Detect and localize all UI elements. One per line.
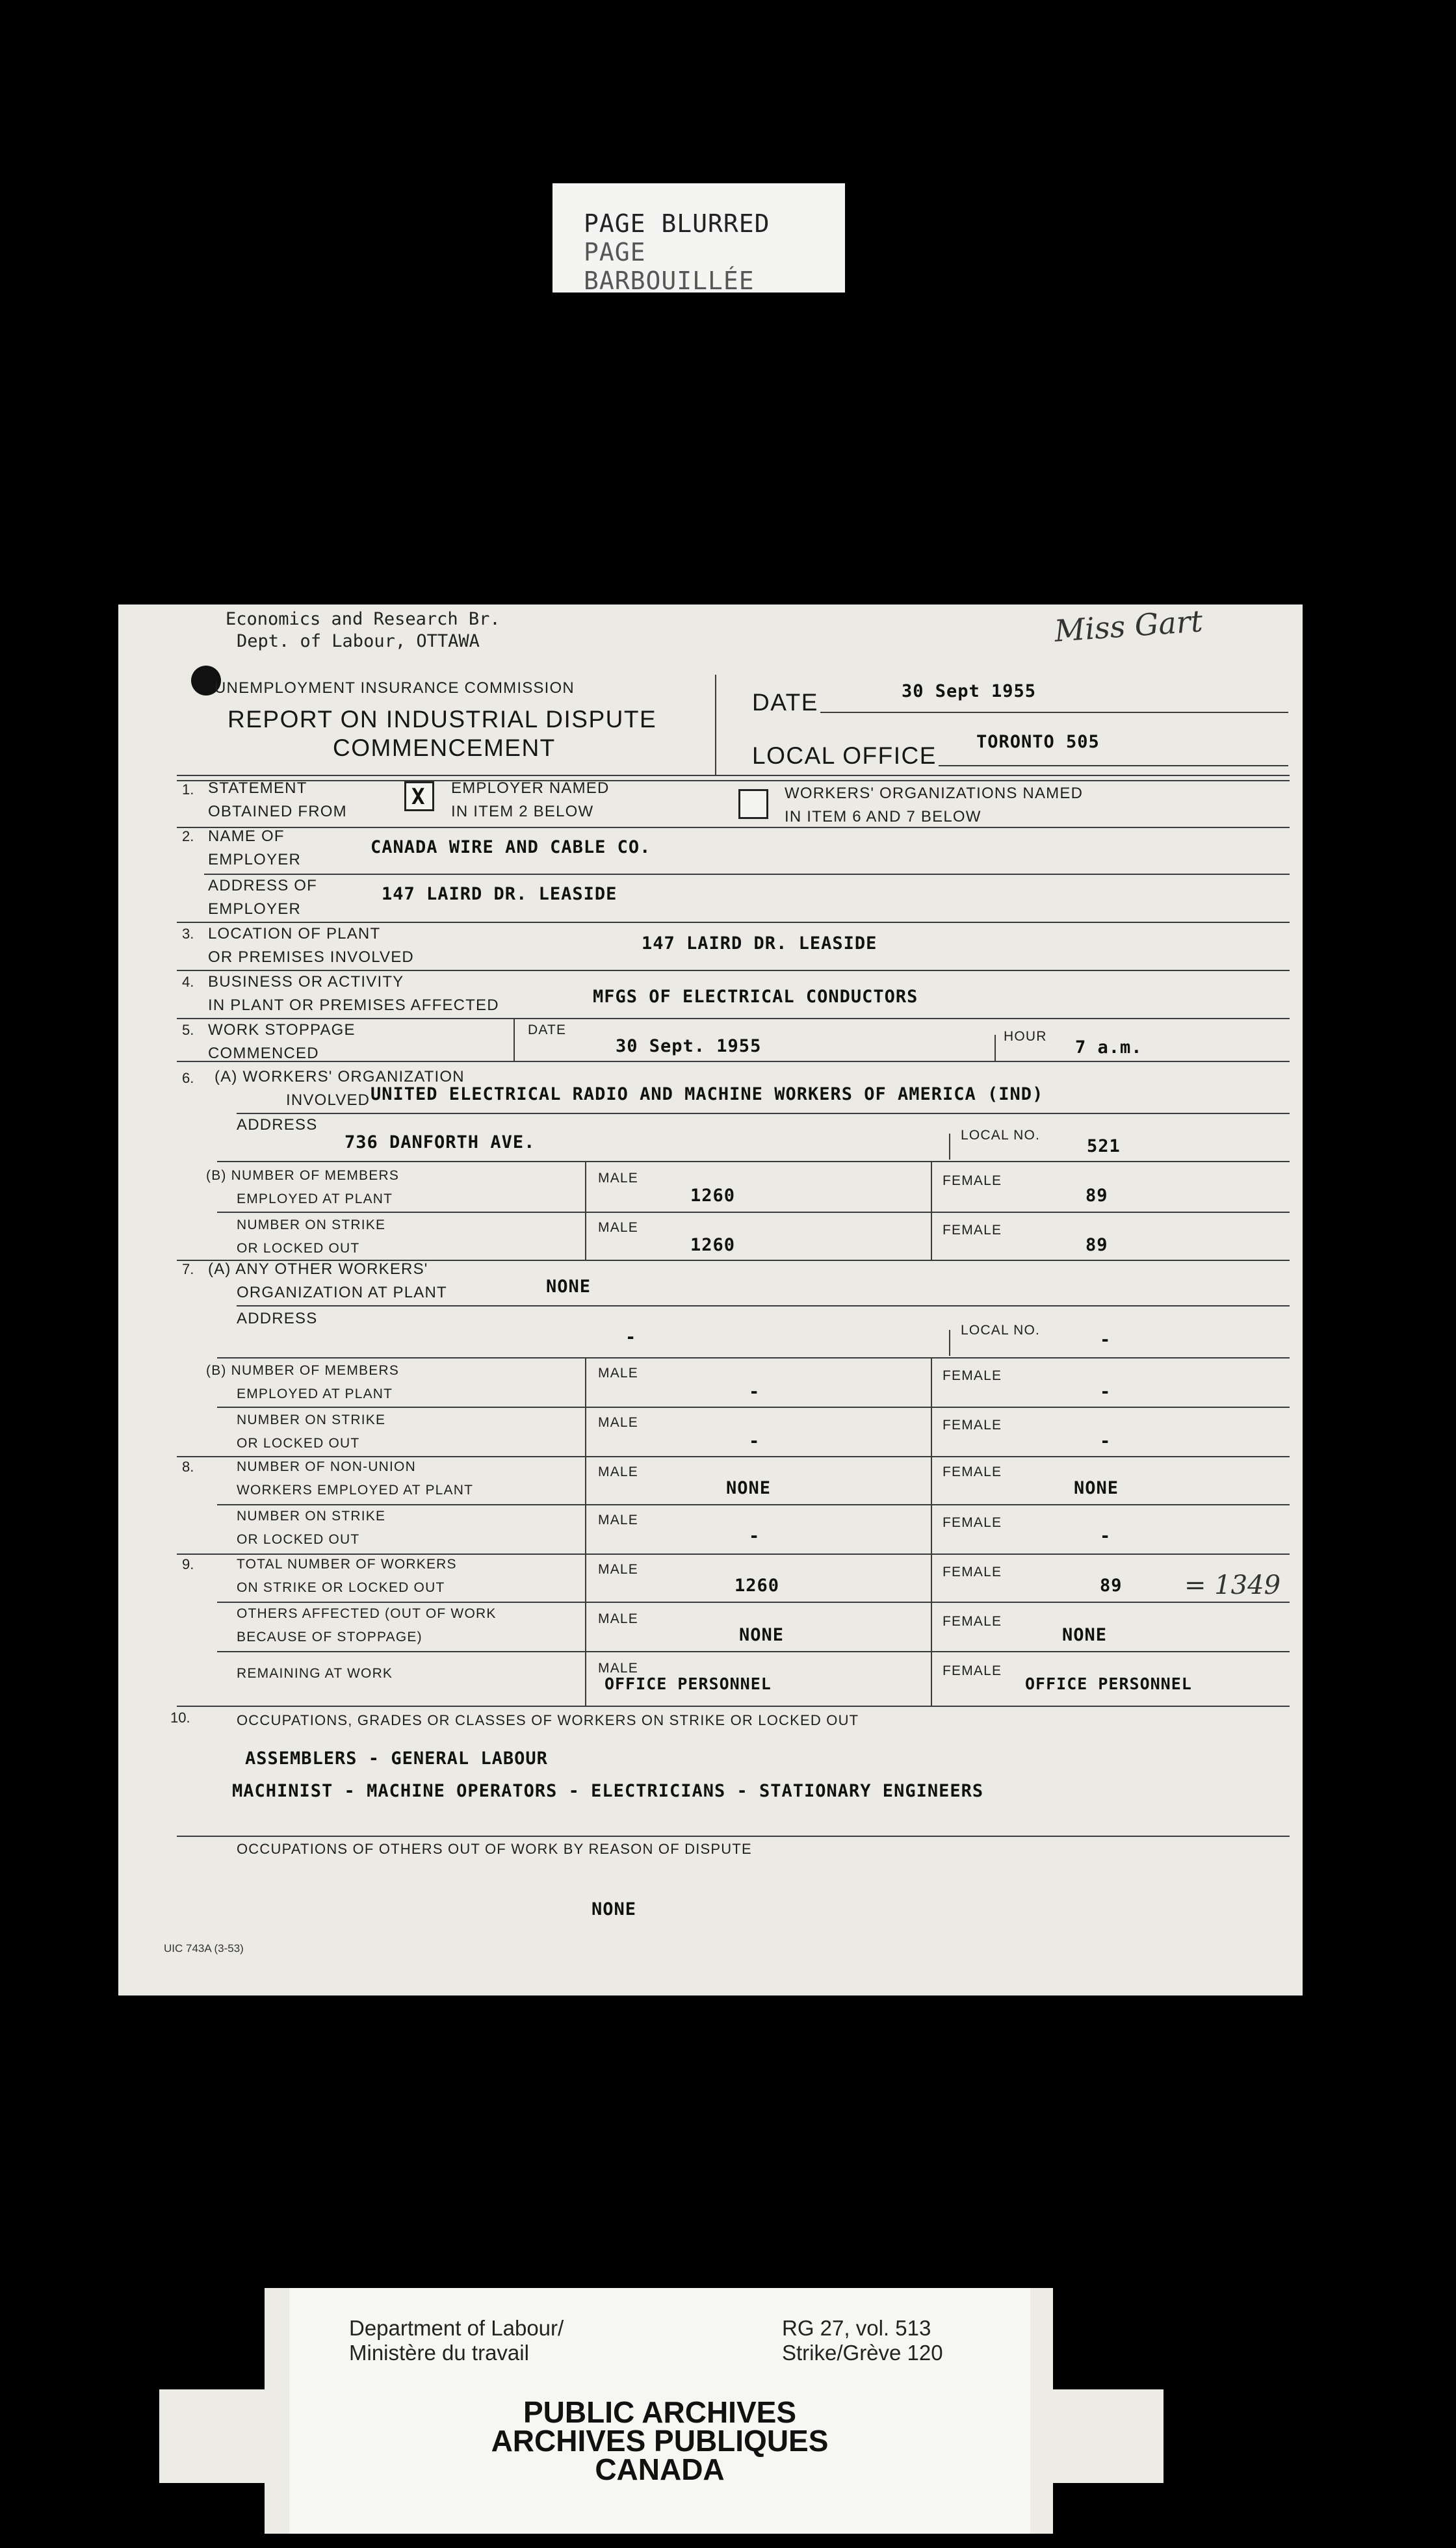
total-handwritten: = 1349 <box>1184 1570 1281 1600</box>
item-number: 8. <box>182 1459 194 1475</box>
field-label: WORK STOPPAGE <box>208 1021 356 1039</box>
field-label: OR LOCKED OUT <box>237 1241 360 1256</box>
item-number: 4. <box>182 974 194 990</box>
handwritten-note: Miss Gart <box>1053 603 1204 649</box>
members-female: 89 <box>1086 1186 1108 1206</box>
field-label: FEMALE <box>942 1565 1002 1580</box>
record-group: RG 27, vol. 513 <box>782 2316 931 2340</box>
field-label: LOCATION OF PLANT <box>208 925 381 942</box>
report-title-line-1: REPORT ON INDUSTRIAL DISPUTE <box>228 706 657 733</box>
field-label: OTHERS AFFECTED (OUT OF WORK <box>237 1606 497 1621</box>
field-label: FEMALE <box>942 1223 1002 1238</box>
field-label: BECAUSE OF STOPPAGE) <box>237 1630 422 1644</box>
field-label: INVOLVED <box>286 1091 370 1109</box>
stamp-line-2: PAGE BARBOUILLÉE <box>584 238 755 295</box>
field-label: NUMBER OF NON-UNION <box>237 1459 416 1474</box>
occupations-line-1: ASSEMBLERS - GENERAL LABOUR <box>245 1748 548 1769</box>
archives-country: CANADA <box>595 2452 725 2486</box>
others-female: NONE <box>1062 1625 1108 1645</box>
field-label: COMMENCED <box>208 1045 319 1062</box>
other-members-female: - <box>1100 1382 1112 1402</box>
others-male: NONE <box>739 1625 785 1645</box>
option-label: IN ITEM 6 AND 7 BELOW <box>785 808 982 826</box>
item-number: 5. <box>182 1022 194 1038</box>
other-organization: NONE <box>546 1277 592 1297</box>
field-label: (A) ANY OTHER WORKERS' <box>208 1260 428 1278</box>
field-label: LOCAL NO. <box>961 1323 1041 1338</box>
field-label: NUMBER ON STRIKE <box>237 1509 386 1524</box>
field-label: ORGANIZATION AT PLANT <box>237 1284 447 1301</box>
other-strike-male: - <box>749 1431 760 1451</box>
other-members-male: - <box>749 1382 760 1402</box>
nonunion-strike-male: - <box>749 1526 760 1546</box>
field-label: ADDRESS <box>237 1310 318 1327</box>
field-label: MALE <box>598 1220 638 1235</box>
field-label: (B) NUMBER OF MEMBERS <box>206 1168 400 1183</box>
item-number: 2. <box>182 828 194 844</box>
field-label: FEMALE <box>942 1464 1002 1479</box>
date-label: DATE <box>752 689 818 716</box>
report-date: 30 Sept 1955 <box>902 681 1037 701</box>
report-title-line-2: COMMENCEMENT <box>333 734 556 761</box>
page-blurred-stamp <box>552 183 845 295</box>
field-label: OCCUPATIONS, GRADES OR CLASSES OF WORKERS ON STRIKE OR LOCKED OUT <box>237 1712 859 1728</box>
field-label: FEMALE <box>942 1368 1002 1383</box>
field-label: EMPLOYER <box>208 900 301 918</box>
field-label: FEMALE <box>942 1663 1002 1678</box>
field-label: ADDRESS <box>237 1116 318 1134</box>
strike-female: 89 <box>1086 1235 1108 1255</box>
total-male: 1260 <box>734 1576 780 1596</box>
field-label: FEMALE <box>942 1614 1002 1629</box>
item1-label: STATEMENT <box>208 779 307 797</box>
other-org-address: - <box>625 1327 637 1347</box>
form-code: UIC 743A (3-53) <box>164 1942 244 1955</box>
employer-name: CANADA WIRE AND CABLE CO. <box>370 837 651 857</box>
commission-text: UNEMPLOYMENT INSURANCE COMMISSION <box>214 679 575 697</box>
local-office-value: TORONTO 505 <box>976 732 1100 752</box>
field-label: MALE <box>598 1513 638 1528</box>
nonunion-male: NONE <box>726 1478 772 1498</box>
branch-text: Economics and Research Br. <box>226 609 500 629</box>
strike-number: Strike/Grève 120 <box>782 2341 943 2365</box>
item-number: 7. <box>182 1261 194 1277</box>
local-office-label: LOCAL OFFICE <box>752 742 937 769</box>
archives-fr: ARCHIVES PUBLIQUES <box>491 2424 829 2458</box>
item-number: 9. <box>182 1556 194 1572</box>
plant-location: 147 LAIRD DR. LEASIDE <box>642 933 878 954</box>
item-number: 10. <box>170 1710 190 1726</box>
archive-label-inner <box>289 2288 1030 2534</box>
archives-en: PUBLIC ARCHIVES <box>523 2395 796 2429</box>
stoppage-date: 30 Sept. 1955 <box>616 1036 762 1056</box>
option-label: EMPLOYER NAMED <box>451 779 610 797</box>
field-label: EMPLOYER <box>208 851 301 868</box>
field-label: HOUR <box>1004 1029 1047 1044</box>
checkbox-mark: X <box>411 784 426 810</box>
field-label: FEMALE <box>942 1173 1002 1188</box>
field-label: WORKERS EMPLOYED AT PLANT <box>237 1483 474 1498</box>
field-label: FEMALE <box>942 1418 1002 1433</box>
others-occupations: NONE <box>592 1899 637 1919</box>
field-label: ON STRIKE OR LOCKED OUT <box>237 1580 445 1595</box>
item-number: 1. <box>182 781 194 798</box>
field-label: EMPLOYED AT PLANT <box>237 1386 393 1401</box>
field-label: (B) NUMBER OF MEMBERS <box>206 1363 400 1378</box>
field-label: ADDRESS OF <box>208 877 318 894</box>
dispute-report-form <box>118 604 1303 1996</box>
field-label: MALE <box>598 1661 638 1676</box>
dept-en: Department of Labour/ <box>349 2316 564 2340</box>
field-label: REMAINING AT WORK <box>237 1666 393 1681</box>
employer-address: 147 LAIRD DR. LEASIDE <box>382 884 618 904</box>
field-label: NUMBER ON STRIKE <box>237 1217 386 1232</box>
members-male: 1260 <box>690 1186 736 1206</box>
field-label: OCCUPATIONS OF OTHERS OUT OF WORK BY REASON OF DISPUTE <box>237 1841 752 1857</box>
field-label: OR LOCKED OUT <box>237 1532 360 1547</box>
dept-text: Dept. of Labour, OTTAWA <box>237 631 480 651</box>
option-label: WORKERS' ORGANIZATIONS NAMED <box>785 785 1084 802</box>
field-label: LOCAL NO. <box>961 1128 1041 1143</box>
employer-checkbox[interactable] <box>404 781 434 811</box>
item1-label: OBTAINED FROM <box>208 803 347 820</box>
workers-org-checkbox[interactable] <box>738 789 768 819</box>
occupations-line-2: MACHINIST - MACHINE OPERATORS - ELECTRICIANS - STATIONARY ENGINEERS <box>232 1781 984 1801</box>
field-label: OR LOCKED OUT <box>237 1436 360 1451</box>
dept-fr: Ministère du travail <box>349 2341 529 2365</box>
remaining-female: OFFICE PERSONNEL <box>1025 1674 1192 1693</box>
total-female: 89 <box>1100 1576 1123 1596</box>
business-activity: MFGS OF ELECTRICAL CONDUCTORS <box>593 987 918 1007</box>
remaining-male: OFFICE PERSONNEL <box>604 1674 772 1693</box>
nonunion-female: NONE <box>1074 1478 1119 1498</box>
field-label: IN PLANT OR PREMISES AFFECTED <box>208 996 499 1014</box>
organization-address: 736 DANFORTH AVE. <box>344 1132 536 1152</box>
workers-organization: UNITED ELECTRICAL RADIO AND MACHINE WORKERS OF AMERICA (IND) <box>370 1084 1044 1104</box>
field-label: MALE <box>598 1171 638 1186</box>
field-label: OR PREMISES INVOLVED <box>208 948 414 966</box>
other-strike-female: - <box>1100 1431 1112 1451</box>
field-label: BUSINESS OR ACTIVITY <box>208 973 404 991</box>
item-number: 6. <box>182 1070 194 1086</box>
field-label: NAME OF <box>208 827 285 845</box>
field-label: NUMBER ON STRIKE <box>237 1412 386 1427</box>
field-label: MALE <box>598 1611 638 1626</box>
nonunion-strike-female: - <box>1100 1526 1112 1546</box>
field-label: MALE <box>598 1366 638 1381</box>
other-local-number: - <box>1100 1330 1112 1350</box>
field-label: (A) WORKERS' ORGANIZATION <box>214 1068 465 1086</box>
stoppage-hour: 7 a.m. <box>1075 1037 1143 1058</box>
stamp-line-1: PAGE BLURRED <box>584 209 770 238</box>
item-number: 3. <box>182 926 194 942</box>
field-label: MALE <box>598 1562 638 1577</box>
local-number: 521 <box>1087 1136 1121 1156</box>
field-label: EMPLOYED AT PLANT <box>237 1191 393 1206</box>
field-label: FEMALE <box>942 1515 1002 1530</box>
field-label: TOTAL NUMBER OF WORKERS <box>237 1557 457 1572</box>
field-label: MALE <box>598 1464 638 1479</box>
archive-label-card <box>159 2288 1164 2534</box>
field-label: MALE <box>598 1415 638 1430</box>
field-label: DATE <box>528 1022 567 1037</box>
strike-male: 1260 <box>690 1235 736 1255</box>
option-label: IN ITEM 2 BELOW <box>451 803 594 820</box>
